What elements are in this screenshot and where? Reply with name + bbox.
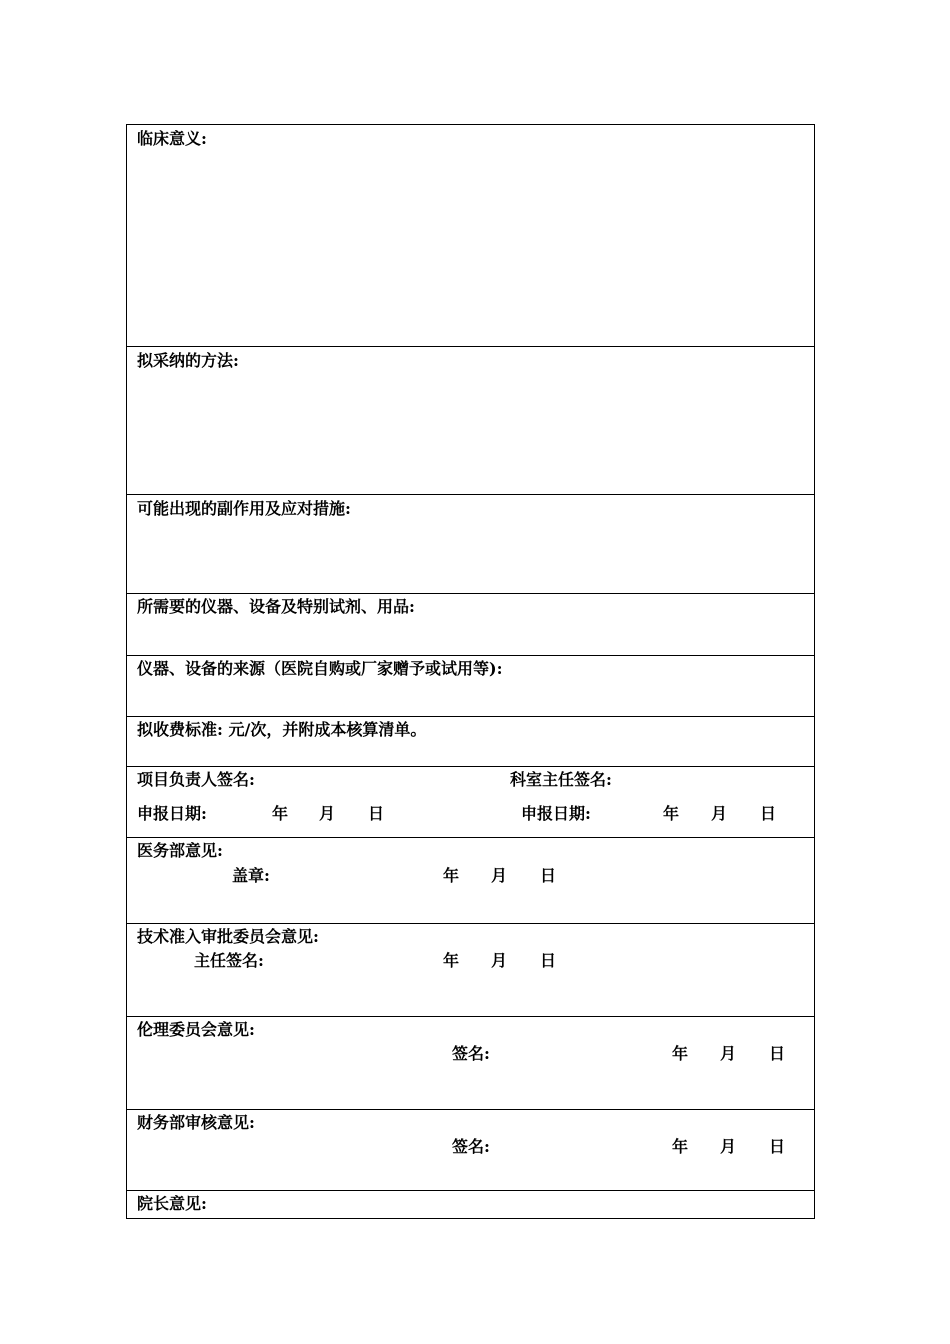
dept-director-sign-label: 科室主任签名:: [510, 770, 612, 789]
fee-section[interactable]: [127, 717, 814, 767]
date-day-right: 日: [760, 804, 777, 823]
side-effects-section[interactable]: [127, 495, 814, 594]
ethics-month: 月: [720, 1044, 737, 1063]
finance-day: 日: [769, 1137, 786, 1156]
project-leader-sign-label: 项目负责人签名:: [137, 770, 255, 789]
ethics-year: 年: [672, 1044, 689, 1063]
equipment-source-section[interactable]: [127, 656, 814, 717]
equipment-label: 所需要的仪器、设备及特别试剂、用品:: [137, 597, 415, 616]
method-label: 拟采纳的方法:: [137, 351, 239, 370]
finance-label: 财务部审核意见:: [137, 1113, 255, 1132]
signature-section[interactable]: [127, 767, 814, 838]
fee-label: 拟收费标准: 元/次，并附成本核算清单。: [137, 720, 427, 739]
finance-sign-label: 签名:: [452, 1137, 490, 1156]
ethics-section[interactable]: [127, 1017, 814, 1110]
date-label-right: 申报日期:: [521, 804, 591, 823]
date-month-left: 月: [319, 804, 336, 823]
medical-affairs-label: 医务部意见:: [137, 841, 223, 860]
tech-committee-year: 年: [443, 951, 460, 970]
clinical-significance-label: 临床意义:: [137, 129, 207, 148]
date-day-left: 日: [368, 804, 385, 823]
tech-committee-label: 技术准入审批委员会意见:: [137, 927, 319, 946]
side-effects-label: 可能出现的副作用及应对措施:: [137, 499, 351, 518]
medical-affairs-day: 日: [540, 866, 557, 885]
tech-committee-section[interactable]: [127, 924, 814, 1017]
date-year-left: 年: [272, 804, 289, 823]
medical-affairs-year: 年: [443, 866, 460, 885]
dean-label: 院长意见:: [137, 1194, 207, 1213]
dean-section[interactable]: [127, 1191, 814, 1218]
ethics-label: 伦理委员会意见:: [137, 1020, 255, 1039]
tech-committee-day: 日: [540, 951, 557, 970]
date-label-left: 申报日期:: [137, 804, 207, 823]
equipment-source-label: 仪器、设备的来源（医院自购或厂家赠予或试用等):: [137, 659, 503, 678]
ethics-sign-label: 签名:: [452, 1044, 490, 1063]
medical-affairs-section[interactable]: [127, 838, 814, 924]
medical-affairs-month: 月: [491, 866, 508, 885]
finance-month: 月: [720, 1137, 737, 1156]
finance-year: 年: [672, 1137, 689, 1156]
date-month-right: 月: [711, 804, 728, 823]
equipment-section[interactable]: [127, 594, 814, 656]
method-section[interactable]: [127, 347, 814, 495]
clinical-significance-section[interactable]: [127, 125, 814, 347]
date-year-right: 年: [663, 804, 680, 823]
application-form: [126, 124, 815, 1219]
tech-committee-month: 月: [491, 951, 508, 970]
finance-section[interactable]: [127, 1110, 814, 1191]
ethics-day: 日: [769, 1044, 786, 1063]
director-sign-label: 主任签名:: [194, 951, 264, 970]
seal-label: 盖章:: [232, 866, 270, 885]
